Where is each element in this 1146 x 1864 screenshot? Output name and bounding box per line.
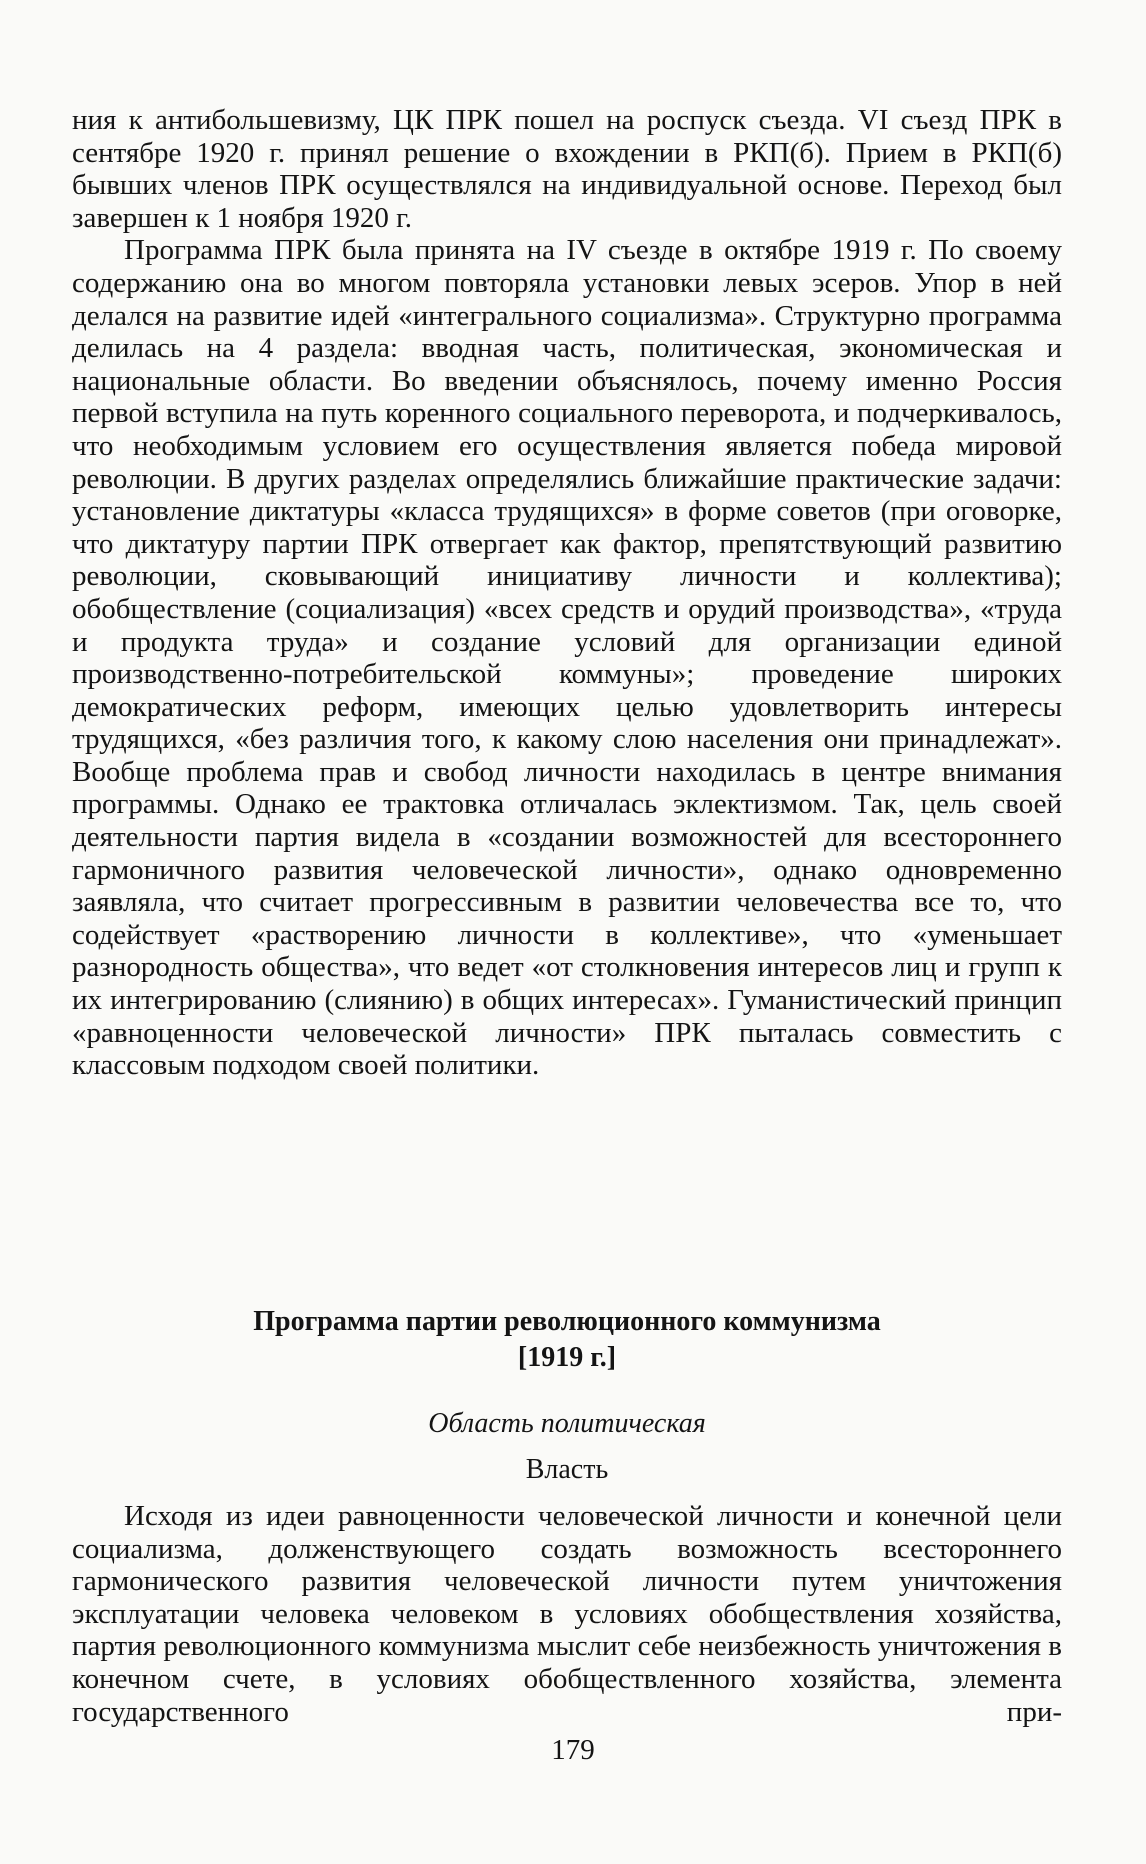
paragraph-program-text: Исходя из идеи равноценности человеческой личности и конечной цели социализма, долженствующего создать возможность всестороннего гармонического развития человеческой личности путем уничтожения эксплуатации человека человеком в условиях обобществления хозяйства, партия революционного коммунизма мыслит себе неизбежность уничтожения в конечном счете, в условиях обобществленного хозяйства, элемента государственного при- (72, 1500, 1062, 1728)
section-heading: Власть (525, 1454, 609, 1485)
paragraph-continuation: ния к антибольшевизму, ЦК ПРК пошел на роспуск съезда. VI съезд ПРК в сентябре 1920 г. принял решение о вхождении в РКП(б). Прием в РКП(б) бывших членов ПРК осуществлялся на индивидуальной основе. Переход был завершен к 1 ноября 1920 г. (72, 104, 1062, 234)
program-title-line-2: [1919 г.] (517, 1342, 617, 1373)
paragraph-program-description: Программа ПРК была принята на IV съезде в октябре 1919 г. По своему содержанию она во многом повторяла установки левых эсеров. Упор в ней делался на развитие идей «интегрального социализма». Структурно программа делилась на 4 раздела: вводная часть, политическая, экономическая и национальные области. Во введении объяснялось, почему именно Россия первой вступила на путь коренного социального переворота, и подчеркивалось, что необходимым условием его осуществления является победа мировой революции. В других разделах определялись ближайшие практические задачи: установление диктатуры «класса трудящихся» в форме советов (при оговорке, что диктатуру партии ПРК отвергает как фактор, препятствующий развитию революции, сковывающий инициативу личности и коллектива); обобществление (социализация) «всех средств и орудий производства», «труда и продукта труда» и создание условий для организации единой производственно-потребительской коммуны»; проведение широких демократических реформ, имеющих целью удовлетворить интересы трудящихся, «без различия того, к какому слою населения они принадлежат». Вообще проблема прав и свобод личности находилась в центре внимания программы. Однако ее трактовка отличалась эклектизмом. Так, цель своей деятельности партия видела в «создании возможностей для всестороннего гармоничного развития человеческой личности», однако одновременно заявляла, что считает прогрессивным в развитии человечества все то, что содействует «растворению личности в коллективе», что «уменьшает разнородность общества», что ведет «от столкновения интересов лиц и групп к их интегрированию (слиянию) в общих интересах». Гуманистический принцип «равноценности человеческой личности» ПРК пыталась совместить с классовым подходом своей политики. (72, 234, 1062, 1082)
page-number: 179 (551, 1734, 595, 1766)
body-text-top (72, 104, 1062, 1082)
section-subtitle: Область политическая (428, 1408, 706, 1439)
program-title-line-1: Программа партии революционного коммунизма (253, 1306, 881, 1337)
program-title (72, 1304, 1062, 1376)
body-text-bottom (72, 1500, 1062, 1728)
